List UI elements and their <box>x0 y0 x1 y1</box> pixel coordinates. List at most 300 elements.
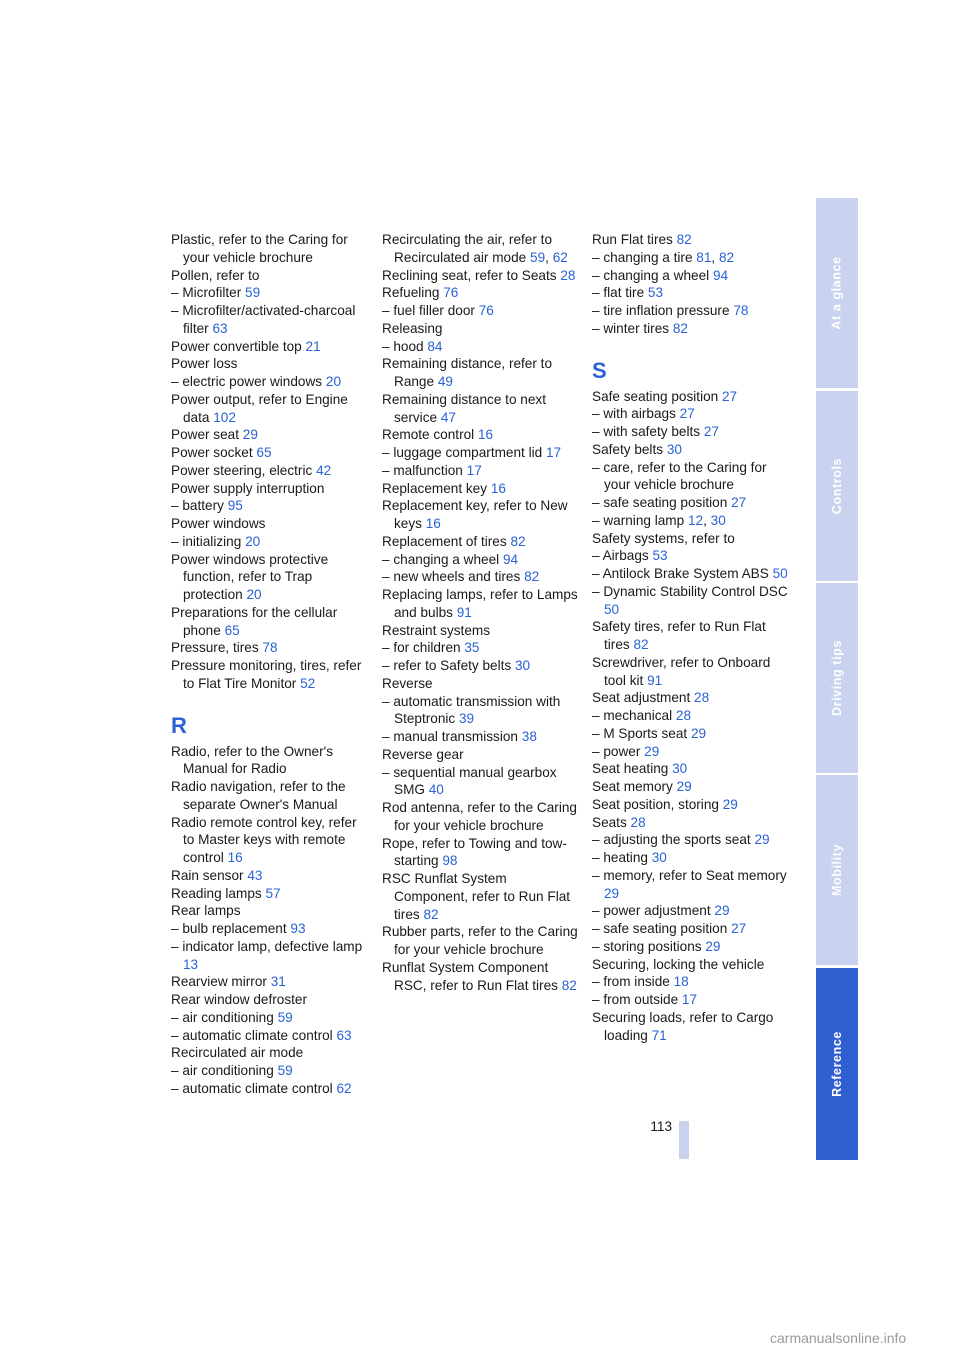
entry-text: – memory, refer to Seat memory <box>592 867 787 883</box>
entry-text: Remaining distance to next service <box>382 391 546 425</box>
index-entry <box>171 814 371 867</box>
index-entry <box>382 586 582 622</box>
entry-text: Safe seating position <box>592 388 719 404</box>
index-entry <box>171 533 371 551</box>
page-number: 113 <box>650 1119 672 1134</box>
index-entry <box>592 405 792 423</box>
tab-label: Reference <box>830 1031 845 1097</box>
entry-text: Safety tires, refer to Run Flat tires <box>592 619 766 652</box>
tab-at-a-glance[interactable] <box>816 198 858 388</box>
entry-text: Releasing <box>382 320 443 336</box>
index-entry <box>592 284 792 302</box>
page-link[interactable]: 63 <box>336 1027 352 1043</box>
page-link[interactable]: 94 <box>502 551 519 567</box>
index-entry <box>592 938 792 956</box>
index-entry <box>171 885 371 903</box>
index-entry <box>171 338 371 356</box>
page-link[interactable]: 30 <box>515 658 531 673</box>
index-entry <box>592 920 792 938</box>
tab-label: At a glance <box>830 256 845 330</box>
index-entry <box>592 707 792 725</box>
page-link[interactable]: 27 <box>679 406 695 422</box>
entry-text: Rope, refer to Towing and tow-starting <box>382 835 567 869</box>
index-entry <box>382 693 582 729</box>
index-entry <box>592 618 792 654</box>
page-link[interactable]: 84 <box>427 338 443 354</box>
index-entry <box>171 902 371 920</box>
entry-text: Replacement key, refer to New keys <box>382 498 568 531</box>
page-link[interactable]: 27 <box>731 495 747 510</box>
page-link[interactable]: 59 <box>277 1063 293 1078</box>
page-link[interactable]: 17 <box>545 445 562 460</box>
entry-text: – changing a tire <box>592 249 693 265</box>
page-link[interactable]: 78 <box>733 303 749 318</box>
entry-text: Replacing lamps, refer to Lamps and bulbs <box>382 587 578 620</box>
section-tabs <box>816 198 858 1160</box>
page-link[interactable]: 28 <box>630 814 646 830</box>
page-link[interactable]: 29 <box>242 427 258 443</box>
index-entry <box>382 746 582 764</box>
entry-text: – safe seating position <box>592 921 728 936</box>
entry-text: Power windows protective function, refer to Trap protection <box>171 551 329 602</box>
index-entry <box>171 444 371 462</box>
index-entry <box>171 302 371 338</box>
entry-text: Rear window defroster <box>171 992 307 1007</box>
page-link[interactable]: 27 <box>703 424 719 439</box>
page-link[interactable]: 28 <box>694 690 710 706</box>
index-entry <box>171 1080 371 1098</box>
index-entry <box>171 1062 371 1080</box>
entry-text: – from outside <box>592 992 679 1007</box>
index-entry <box>382 923 582 959</box>
entry-text: – Antilock Brake System ABS <box>592 566 769 581</box>
entry-text: Radio navigation, refer to the separate Owner's Manual <box>171 779 346 812</box>
index-entry <box>592 231 792 249</box>
entry-text: Seats <box>592 814 627 830</box>
index-entry <box>382 391 582 427</box>
index-entry <box>382 302 582 320</box>
index-entry <box>171 657 371 693</box>
entry-text: – automatic climate control <box>171 1080 333 1096</box>
page-link[interactable]: 20 <box>325 374 342 389</box>
section-letter: R <box>171 712 187 738</box>
index-entry <box>171 604 371 640</box>
entry-text: Remote control <box>382 427 475 443</box>
entry-text: Pressure monitoring, tires, refer to Flat Tire Monitor <box>171 658 362 691</box>
index-entry <box>171 231 371 267</box>
page-link[interactable]: 27 <box>722 388 738 404</box>
entry-text: – luggage compartment lid <box>382 445 543 460</box>
index-entry <box>171 920 371 938</box>
page-link[interactable]: 62 <box>552 249 568 265</box>
index-entry <box>592 831 792 849</box>
index-entry <box>592 849 792 867</box>
entry-text: – malfunction <box>382 462 463 478</box>
entry-text: – air conditioning <box>171 1063 274 1078</box>
page-link[interactable]: 29 <box>705 938 721 954</box>
page-link[interactable]: 82 <box>718 249 735 265</box>
index-entry: Recirculating the air, refer to Recirculated air mode 59, 62 <box>382 232 568 265</box>
index-entry <box>382 799 582 835</box>
page-link[interactable]: 95 <box>227 498 243 514</box>
entry-text: – air conditioning <box>171 1009 274 1025</box>
entry-text: Securing loads, refer to Cargo loading <box>592 1009 774 1043</box>
index-entry <box>382 551 582 569</box>
page-link[interactable]: 31 <box>270 974 286 990</box>
entry-text: Securing, locking the vehicle <box>592 956 765 972</box>
entry-text: – care, refer to the Caring for your vehicle brochure <box>592 459 767 493</box>
index-entry <box>171 551 371 604</box>
page-link[interactable]: 82 <box>633 637 649 652</box>
page-link[interactable]: 82 <box>561 977 577 993</box>
page-link[interactable]: 28 <box>560 267 576 283</box>
index-column-1 <box>171 231 371 1098</box>
entry-text: – heating <box>592 850 648 865</box>
entry-text: Restraint systems <box>382 622 491 638</box>
index-entry <box>592 991 792 1009</box>
index-entry <box>171 778 371 814</box>
tab-mobility[interactable] <box>816 775 858 965</box>
page-link[interactable]: 82 <box>672 320 688 336</box>
entry-text: – Microfilter/activated-charcoal filter <box>171 303 356 336</box>
entry-text: Power steering, electric <box>171 462 313 478</box>
entry-text: Remaining distance, refer to Range <box>382 356 553 389</box>
page-link[interactable]: 71 <box>651 1027 667 1043</box>
index-entry <box>171 973 371 991</box>
entry-text: Screwdriver, refer to Onboard tool kit <box>592 654 771 688</box>
page-link[interactable]: 29 <box>690 725 707 741</box>
index-entry <box>171 497 371 515</box>
page-link[interactable]: 29 <box>714 903 730 919</box>
entry-text: – Airbags <box>592 548 649 564</box>
page-link[interactable]: 49 <box>437 374 453 389</box>
entry-text: Refueling <box>382 285 440 301</box>
index-entry <box>382 675 582 693</box>
page-link[interactable]: 102 <box>213 409 236 425</box>
index-entry <box>171 639 371 657</box>
tab-controls[interactable] <box>816 391 858 581</box>
page-link[interactable]: 53 <box>647 285 664 301</box>
page-link[interactable]: 81 <box>696 249 712 265</box>
page-link[interactable]: 43 <box>247 867 263 883</box>
page-link[interactable]: 29 <box>604 885 620 901</box>
entry-text: Replacement of tires <box>382 533 507 549</box>
tab-label: Mobility <box>830 843 844 897</box>
index-entry <box>171 867 371 885</box>
index-entry <box>592 459 792 495</box>
index-entry <box>382 835 582 871</box>
entry-text: – power <box>592 743 641 759</box>
entry-text: Rubber parts, refer to the Caring for your vehicle brochure <box>382 924 578 957</box>
entry-text: – warning lamp <box>592 512 685 528</box>
entry-text: Power output, refer to Engine data <box>171 391 348 425</box>
page-link[interactable]: 76 <box>478 303 494 318</box>
entry-text: Replacement key <box>382 480 488 496</box>
entry-text: Power loss <box>171 356 238 372</box>
index-entry <box>592 441 792 459</box>
index-entry <box>382 568 582 586</box>
page-link[interactable]: 52 <box>300 675 316 691</box>
entry-text: – fuel filler door <box>382 303 475 318</box>
index-entry <box>592 778 792 796</box>
entry-text: Run Flat tires <box>592 232 673 247</box>
entry-text: – initializing <box>171 533 242 549</box>
entry-text: Reclining seat, refer to Seats <box>382 267 557 283</box>
index-entry <box>592 725 792 743</box>
page-link[interactable]: 28 <box>675 708 692 723</box>
entry-text: – Dynamic Stability Control DSC <box>592 583 788 599</box>
index-entry <box>382 480 582 498</box>
index-column-3 <box>592 231 792 1044</box>
page-link[interactable]: 42 <box>316 462 332 478</box>
entry-text: Preparations for the cellular phone <box>171 604 338 638</box>
entry-text: Radio remote control key, refer to Master keys with remote control <box>171 814 357 865</box>
index-entry <box>171 391 371 427</box>
page-link[interactable]: 17 <box>681 992 698 1007</box>
index-entry <box>382 284 582 302</box>
page-link[interactable]: 39 <box>459 711 475 727</box>
page-link[interactable]: 82 <box>423 906 439 922</box>
entry-text: Pressure, tires <box>171 640 259 656</box>
index-entry <box>171 938 371 974</box>
page-link[interactable]: 16 <box>425 516 441 531</box>
entry-text: Seat position, storing <box>592 796 719 812</box>
page-link[interactable]: 27 <box>731 921 747 936</box>
entry-text: Plastic, refer to the Caring for your vehicle brochure <box>171 232 348 265</box>
index-entry <box>592 423 792 441</box>
page-link[interactable]: 63 <box>212 320 228 336</box>
index-entry <box>171 373 371 391</box>
entry-text: – sequential manual gearbox SMG <box>382 764 557 798</box>
page-link[interactable]: 30 <box>666 441 682 457</box>
index-entry <box>592 565 792 583</box>
index-entry <box>592 1009 792 1045</box>
index-entry <box>171 1044 371 1062</box>
entry-text: – electric power windows <box>171 374 323 389</box>
index-entry <box>382 639 582 657</box>
page-link[interactable]: 29 <box>754 832 770 848</box>
entry-text: – bulb replacement <box>171 921 287 936</box>
page-link[interactable]: 91 <box>647 672 663 688</box>
entry-text: Rearview mirror <box>171 974 267 990</box>
entry-text: Pollen, refer to <box>171 267 260 283</box>
entry-text: – indicator lamp, defective lamp <box>171 938 363 954</box>
index-entry <box>382 764 582 800</box>
index-entry <box>382 728 582 746</box>
page-link[interactable]: 65 <box>256 445 272 460</box>
page-link[interactable]: 62 <box>336 1080 352 1096</box>
index-entry <box>592 760 792 778</box>
index-entry <box>382 462 582 480</box>
entry-text: Safety systems, refer to <box>592 530 735 546</box>
index-entry <box>592 494 792 512</box>
page-link[interactable]: 30 <box>672 761 688 777</box>
index-entry <box>382 338 582 356</box>
entry-text: Runflat System Component RSC, refer to Run Flat tires <box>382 959 558 993</box>
index-entry <box>592 902 792 920</box>
entry-text: RSC Runflat System Component, refer to Run Flat tires <box>382 871 571 922</box>
entry-text: Seat adjustment <box>592 690 691 706</box>
tab-label: Driving tips <box>830 640 844 716</box>
page-link[interactable]: 82 <box>524 569 540 585</box>
index-entry <box>592 388 792 406</box>
entry-text: – adjusting the sports seat <box>592 832 751 848</box>
page-link[interactable]: 65 <box>224 622 240 638</box>
page-link[interactable]: 57 <box>265 885 281 901</box>
index-entry <box>592 267 792 285</box>
index-entry <box>171 743 371 779</box>
page-link[interactable]: 12 <box>687 512 704 528</box>
index-entry <box>592 654 792 690</box>
entry-text: Power windows <box>171 516 266 531</box>
entry-text: – for children <box>382 640 461 656</box>
index-entry: – changing a tire 81, 82 <box>592 249 735 265</box>
page-link[interactable]: 18 <box>673 974 689 990</box>
entry-text: Power socket <box>171 445 253 460</box>
page-link[interactable]: 59 <box>245 285 261 301</box>
entry-text: Rod antenna, refer to the Caring for your vehicle brochure <box>382 800 577 833</box>
entry-text: Reverse gear <box>382 746 464 762</box>
page-link[interactable]: 35 <box>464 640 480 656</box>
tab-reference[interactable] <box>816 968 858 1160</box>
index-entry <box>171 1027 371 1045</box>
entry-text: Power convertible top <box>171 338 302 354</box>
page-link[interactable]: 50 <box>604 601 620 617</box>
page-link[interactable]: 93 <box>290 921 306 936</box>
page-link[interactable]: 40 <box>428 782 444 798</box>
entry-text: Power supply interruption <box>171 480 325 496</box>
index-entry <box>592 867 792 903</box>
index-entry <box>382 959 582 995</box>
index-entry <box>592 583 792 619</box>
page-link[interactable]: 13 <box>183 956 199 972</box>
index-entry <box>592 689 792 707</box>
entry-text: Seat memory <box>592 779 673 794</box>
index-entry <box>171 355 371 373</box>
page-link[interactable]: 29 <box>644 743 660 759</box>
page-link[interactable]: 47 <box>440 409 456 425</box>
entry-text: – battery <box>171 498 224 514</box>
entry-text: Rain sensor <box>171 867 244 883</box>
index-entry <box>382 533 582 551</box>
entry-text: Recirculated air mode <box>171 1045 304 1061</box>
entry-text: Seat heating <box>592 761 669 777</box>
entry-text: – winter tires <box>592 320 670 336</box>
watermark: carmanualsonline.info <box>770 1330 907 1346</box>
entry-text: Reading lamps <box>171 885 262 901</box>
index-entry <box>592 302 792 320</box>
entry-text: Recirculating the air, refer to Recirculated air mode <box>382 232 553 265</box>
index-entry <box>382 497 582 533</box>
page-number-bar <box>679 1121 689 1159</box>
page-link[interactable]: 21 <box>305 338 321 354</box>
entry-text: Reverse <box>382 675 433 691</box>
page-link[interactable]: 50 <box>772 566 788 581</box>
index-entry <box>592 743 792 761</box>
page-link[interactable]: 29 <box>676 779 692 794</box>
index-entry <box>382 355 582 391</box>
entry-text: – flat tire <box>592 285 645 301</box>
page-link[interactable]: 94 <box>712 267 729 283</box>
entry-text: – mechanical <box>592 708 673 723</box>
tab-driving-tips[interactable] <box>816 583 858 773</box>
entry-text: Rear lamps <box>171 903 241 919</box>
index-entry <box>382 444 582 462</box>
page-link[interactable]: 82 <box>510 533 526 549</box>
entry-text: – automatic climate control <box>171 1027 333 1043</box>
index-entry <box>171 991 371 1009</box>
index-entry <box>171 462 371 480</box>
page-link[interactable]: 30 <box>710 512 726 528</box>
entry-text: – automatic transmission with Steptronic <box>382 693 561 727</box>
entry-text: – changing a wheel <box>592 267 710 283</box>
page-link[interactable]: 59 <box>530 249 546 265</box>
entry-text: Power seat <box>171 427 240 443</box>
page-link[interactable]: 16 <box>227 850 243 865</box>
page-link[interactable]: 30 <box>651 850 667 865</box>
entry-text: – storing positions <box>592 938 702 954</box>
page-link[interactable]: 53 <box>652 548 668 564</box>
index-entry <box>592 956 792 974</box>
page-link[interactable]: 29 <box>722 796 738 812</box>
entry-text: – with safety belts <box>592 424 701 439</box>
index-entry <box>382 320 582 338</box>
page-link[interactable]: 78 <box>262 640 278 656</box>
entry-text: – refer to Safety belts <box>382 658 512 673</box>
index-entry <box>171 426 371 444</box>
index-entry <box>171 515 371 533</box>
page-link[interactable]: 16 <box>490 480 506 496</box>
page-link[interactable]: 91 <box>456 604 472 620</box>
page-link[interactable]: 16 <box>477 427 494 443</box>
page-link[interactable]: 59 <box>277 1009 293 1025</box>
index-column-2 <box>382 231 582 994</box>
page-link[interactable]: 98 <box>442 853 458 869</box>
index-entry <box>592 320 792 338</box>
tab-label: Controls <box>830 457 844 515</box>
entry-text: – with airbags <box>592 406 676 422</box>
index-entry <box>592 796 792 814</box>
index-entry <box>382 426 582 444</box>
entry-text: – changing a wheel <box>382 551 500 567</box>
index-entry <box>171 267 371 285</box>
index-entry <box>171 480 371 498</box>
entry-text: – M Sports seat <box>592 725 688 741</box>
index-entry: – warning lamp 12, 30 <box>592 512 726 528</box>
page-link[interactable]: 20 <box>246 587 262 602</box>
page-link[interactable]: 38 <box>521 729 537 744</box>
entry-text: – new wheels and tires <box>382 569 521 585</box>
index-entry <box>382 267 582 285</box>
index-entry <box>171 284 371 302</box>
index-entry <box>382 622 582 640</box>
entry-text: – from inside <box>592 974 670 990</box>
entry-text: Radio, refer to the Owner's Manual for Radio <box>171 743 334 777</box>
page-link[interactable]: 17 <box>466 462 482 478</box>
index-entry <box>171 1009 371 1027</box>
page-link[interactable]: 20 <box>245 533 261 549</box>
index-entry <box>592 530 792 548</box>
entry-text: – Microfilter <box>171 285 242 301</box>
page-link[interactable]: 76 <box>443 285 459 301</box>
section-letter: S <box>592 357 607 383</box>
entry-text: Safety belts <box>592 441 664 457</box>
entry-text: – safe seating position <box>592 495 728 510</box>
index-entry <box>592 547 792 565</box>
page-link[interactable]: 82 <box>676 232 692 247</box>
index-entry <box>382 657 582 675</box>
entry-text: – hood <box>382 338 424 354</box>
